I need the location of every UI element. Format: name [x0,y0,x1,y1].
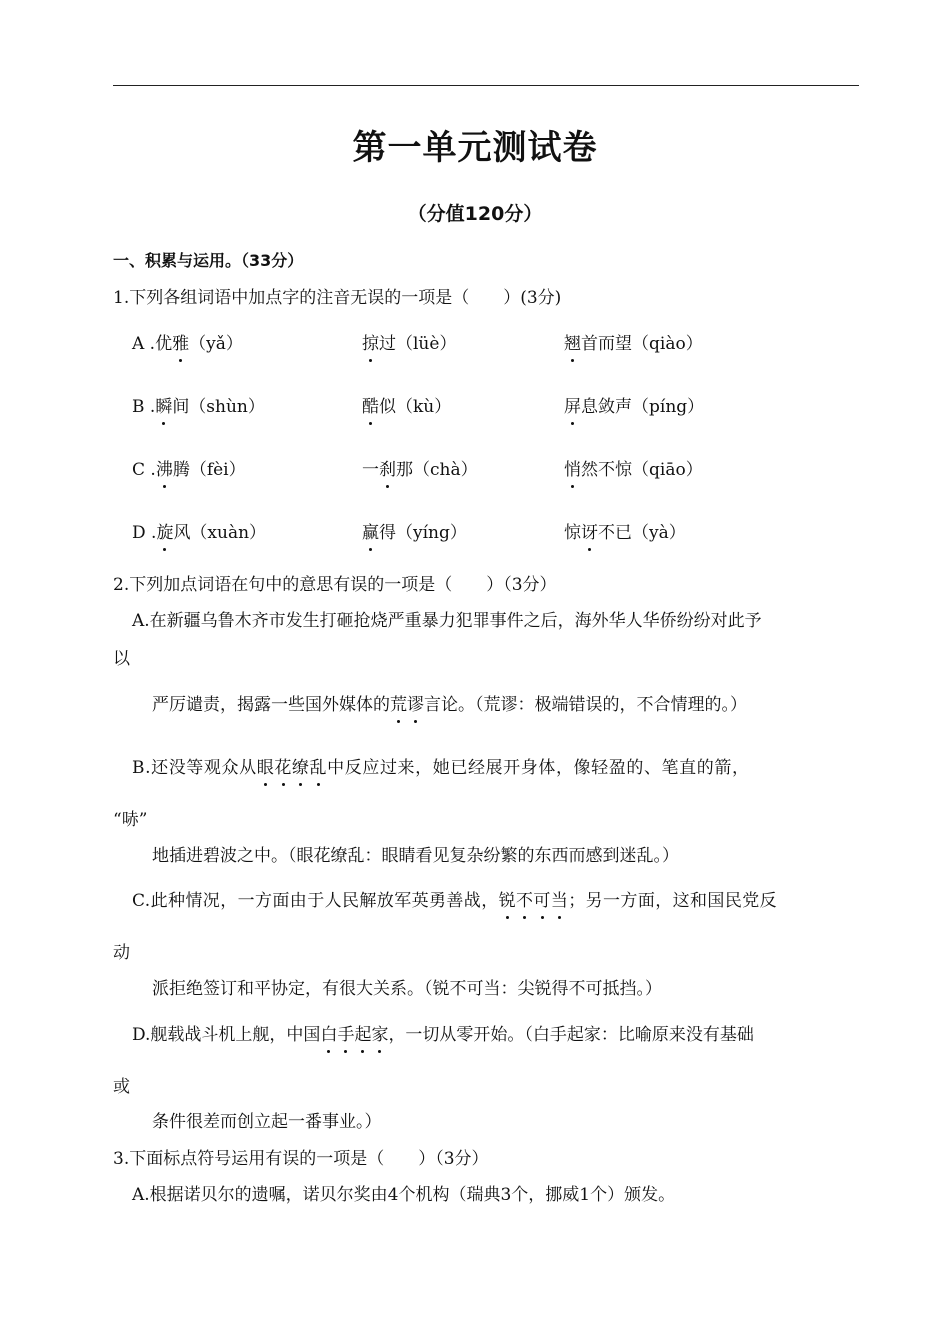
dotted-char: 荒 [390,695,407,715]
page-subtitle: （分值120分） [407,203,543,225]
dotted-char: 翘 [564,334,581,354]
dotted-char: 缭 [291,758,310,778]
option-a-word-3: 翘首而望（qiào） [564,334,703,354]
question-2-option-c-line-3: 派拒绝签订和平协定，有很大关系。（锐不可当：尖锐得不可抵挡。） [152,979,662,999]
dotted-char: 不 [516,891,534,911]
page-title: 第一单元测试卷 [352,128,598,168]
question-2-option-b-line-3: 地插进碧波之中。（眼花缭乱：眼睛看见复杂纷繁的东西而感到迷乱。） [152,846,679,866]
dotted-char: 花 [274,758,292,778]
question-3-option-a: A.根据诺贝尔的遗嘱，诺贝尔奖由4个机构（瑞典3个，挪威1个）颁发。 [132,1185,676,1205]
dotted-char: 手 [337,1025,355,1045]
option-d-word-3: 惊讶不已（yà） [564,523,686,543]
dotted-char: 乱 [309,758,328,778]
dotted-char: 旋 [156,523,174,543]
question-2-option-b-line-1: B.还没等观众从眼花缭乱中反应过来，她已经展开身体，像轻盈的、笔直的箭， [132,758,750,778]
question-2-option-a-line-3: 严厉谴责，揭露一些国外媒体的荒谬言论。（荒谬：极端错误的，不合情理的。） [152,695,747,715]
dotted-char: 沸 [155,460,173,480]
dotted-char: 掠 [362,334,379,354]
dotted-char: 赢 [362,523,379,543]
option-label: C . [132,460,156,480]
dotted-char: 白 [320,1025,338,1045]
dotted-char: 锐 [498,891,517,911]
option-a-word-2: 掠过（lüè） [362,334,457,354]
dotted-char: 酷 [362,397,379,417]
dotted-char: 悄 [564,460,581,480]
option-b: B .瞬间（shùn） [132,397,265,417]
question-3-stem: 3.下面标点符号运用有误的一项是（ ）（3分） [113,1149,489,1169]
dotted-char: 谬 [407,695,424,715]
header-rule [113,85,859,86]
question-2-option-d-line-1: D.舰载战斗机上舰，中国白手起家，一切从零开始。（白手起家：比喻原来没有基础 [132,1025,754,1045]
dotted-char: 家 [371,1025,389,1045]
dotted-char: 当 [550,891,569,911]
option-label: A . [132,334,156,354]
section-heading: 一、积累与运用。（33分） [113,251,304,270]
dotted-char: 雅 [172,334,190,354]
option-d: D .旋风（xuàn） [132,523,267,543]
question-2-stem: 2.下列加点词语在句中的意思有误的一项是（ ）（3分） [113,575,557,595]
option-b-word-2: 酷似（kù） [362,397,452,417]
dotted-char: 讶 [581,523,598,543]
dotted-char: 瞬 [155,397,173,417]
dotted-char: 起 [354,1025,372,1045]
option-label: B . [132,397,156,417]
question-2-option-d-line-2: 或 [113,1077,130,1097]
dotted-char: 屏 [564,397,581,417]
question-1-stem: 1.下列各组词语中加点字的注音无误的一项是（ ）(3分) [113,288,562,308]
question-2-option-b-line-2: “哧” [113,810,148,830]
question-2-option-c-line-1: C.此种情况，一方面由于人民解放军英勇善战，锐不可当；另一方面，这和国民党反 [132,891,778,911]
question-2-option-c-line-2: 动 [113,943,130,963]
option-c: C .沸腾（fèi） [132,460,246,480]
option-a: A .优雅（yǎ） [132,334,243,354]
question-2-option-d-line-3: 条件很差而创立起一番事业。） [152,1112,382,1132]
dotted-char: 眼 [256,758,275,778]
dotted-char: 刹 [379,460,396,480]
option-d-word-2: 赢得（yíng） [362,523,467,543]
dotted-char: 可 [533,891,551,911]
question-2-option-a-line-1: A.在新疆乌鲁木齐市发生打砸抢烧严重暴力犯罪事件之后，海外华人华侨纷纷对此予 [132,611,762,631]
question-2-option-a-line-2: 以 [113,649,130,669]
option-c-word-3: 悄然不惊（qiāo） [564,460,703,480]
option-label: D . [132,523,157,543]
option-b-word-3: 屏息敛声（píng） [564,397,705,417]
option-c-word-2: 一刹那（chà） [362,460,478,480]
